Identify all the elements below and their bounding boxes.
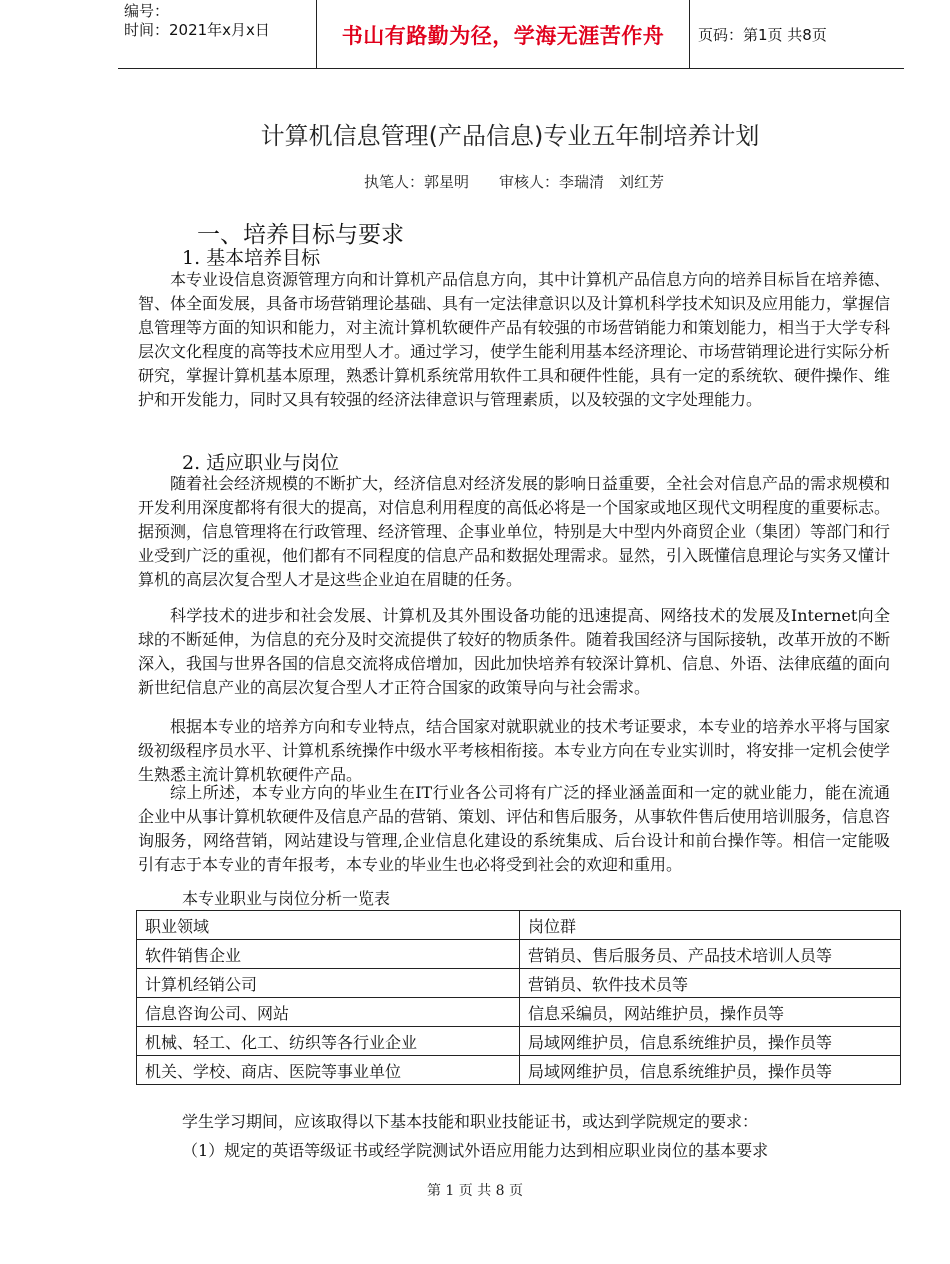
header-time-label: 时间：2021年x月x日 <box>124 21 270 39</box>
document-authors: 执笔人：郭星明 审核人：李瑞清 刘红芳 <box>364 173 665 191</box>
table-cell: 营销员、软件技术员等 <box>520 969 901 998</box>
requirements-intro: 学生学习期间，应该取得以下基本技能和职业技能证书，或达到学院规定的要求： <box>182 1112 759 1131</box>
header-motto: 书山有路勤为径，学海无涯苦作舟 <box>341 24 665 48</box>
page-footer: 第 1 页 共 8 页 <box>426 1183 524 1199</box>
table-cell: 机关、学校、商店、医院等事业单位 <box>137 1056 520 1085</box>
subsection-heading-basic-goals: 1. 基本培养目标 <box>182 247 321 269</box>
table-cell: 信息采编员，网站维护员，操作员等 <box>520 998 901 1027</box>
table-row <box>137 998 901 1027</box>
table-cell: 软件销售企业 <box>137 940 520 969</box>
subsection-heading-careers: 2. 适应职业与岗位 <box>182 452 340 474</box>
header-divider-right <box>689 0 690 68</box>
table-row <box>137 940 901 969</box>
header-page-label: 页码：第1页 共8页 <box>698 26 827 44</box>
header-meta <box>124 2 270 40</box>
paragraph-careers-1: 随着社会经济规模的不断扩大，经济信息对经济发展的影响日益重要，全社会对信息产品的需求规模和开发利用深度都将有很大的提高，对信息利用程度的高低必将是一个国家或地区现代文明程度的重要标志。据预测，信息管理将在行政管理、经济管理、企事业单位，特别是大中型内外商贸企业（集团）等部门和行业受到广泛的重视，他们都有不同程度的信息产品和数据处理需求。显然，引入既懂信息理论与实务又懂计算机的高层次复合型人才是这些企业迫在眉睫的任务。 <box>138 474 891 589</box>
table-cell: 机械、轻工、化工、纺织等各行业企业 <box>137 1027 520 1056</box>
table-row <box>137 969 901 998</box>
table-cell: 计算机经销公司 <box>137 969 520 998</box>
table-cell: 营销员、售后服务员、产品技术培训人员等 <box>520 940 901 969</box>
table-cell: 局域网维护员，信息系统维护员，操作员等 <box>520 1056 901 1085</box>
table-cell: 局域网维护员，信息系统维护员，操作员等 <box>520 1027 901 1056</box>
header-rule <box>118 68 904 69</box>
paragraph-basic-goals: 本专业设信息资源管理方向和计算机产品信息方向，其中计算机产品信息方向的培养目标旨在培养德、智、体全面发展，具备市场营销理论基础、具有一定法律意识以及计算机科学技术知识及应用能力，掌握信息管理等方面的知识和能力，对主流计算机软硬件产品有较强的市场营销能力和策划能力，相当于大学专科层次文化程度的高等技术应用型人才。通过学习，使学生能利用基本经济理论、市场营销理论进行实际分析研究，掌握计算机基本原理，熟悉计算机系统常用软件工具和硬件性能，具有一定的系统软、硬件操作、维护和开发能力，同时又具有较强的经济法律意识与管理素质，以及较强的文字处理能力。 <box>138 270 891 409</box>
table-header-cell: 职业领域 <box>137 911 520 940</box>
paragraph-careers-4: 综上所述，本专业方向的毕业生在IT行业各公司将有广泛的择业涵盖面和一定的就业能力，能在流通企业中从事计算机软硬件及信息产品的营销、策划、评估和售后服务，从事软件售后使用培训服务，信息咨询服务，网络营销，网站建设与管理,企业信息化建设的系统集成、后台设计和前台操作等。相信一定能吸引有志于本专业的青年报考，本专业的毕业生也必将受到社会的欢迎和重用。 <box>138 783 891 874</box>
paragraph-careers-3: 根据本专业的培养方向和专业特点，结合国家对就职就业的技术考证要求，本专业的培养水平将与国家级初级程序员水平、计算机系统操作中级水平考核相衔接。本专业方向在专业实训时，将安排一定机会使学生熟悉主流计算机软硬件产品。 <box>138 717 891 784</box>
table-cell: 信息咨询公司、网站 <box>137 998 520 1027</box>
table-caption: 本专业职业与岗位分析一览表 <box>182 889 391 908</box>
career-table <box>136 910 901 1085</box>
section-heading-goals: 一、培养目标与要求 <box>197 222 404 248</box>
requirements-item-1: （1）规定的英语等级证书或经学院测试外语应用能力达到相应职业岗位的基本要求 <box>182 1141 769 1160</box>
page-header <box>0 0 950 70</box>
table-header-cell: 岗位群 <box>520 911 901 940</box>
table-row <box>137 1027 901 1056</box>
paragraph-careers-2: 科学技术的进步和社会发展、计算机及其外围设备功能的迅速提高、网络技术的发展及Internet向全球的不断延伸，为信息的充分及时交流提供了较好的物质条件。随着我国经济与国际接轨，改革开放的不断深入，我国与世界各国的信息交流将成倍增加，因此加快培养有较深计算机、信息、外语、法律底蕴的面向新世纪信息产业的高层次复合型人才正符合国家的政策导向与社会需求。 <box>138 606 891 697</box>
header-number-label: 编号： <box>124 2 170 20</box>
document-title: 计算机信息管理(产品信息)专业五年制培养计划 <box>260 122 760 150</box>
table-header-row <box>137 911 901 940</box>
table-row <box>137 1056 901 1085</box>
